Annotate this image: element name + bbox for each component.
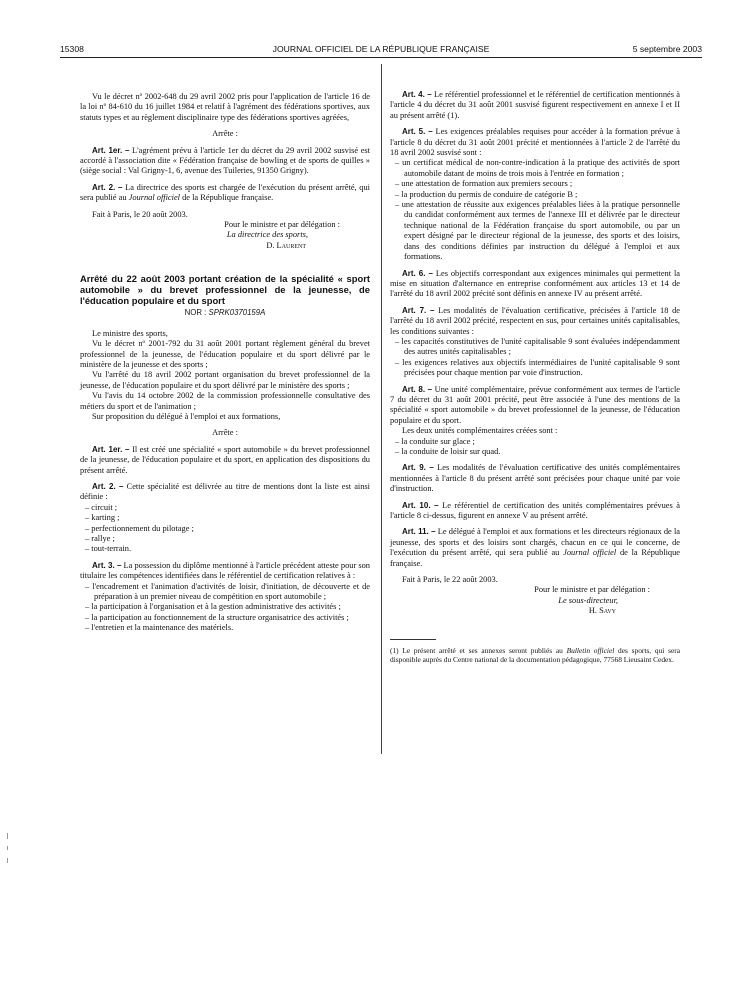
scan-mark — [7, 846, 8, 850]
conditions-list — [390, 337, 680, 379]
article-label: Art. 6. – — [402, 268, 433, 278]
fait-a-paris: Fait à Paris, le 22 août 2003. — [402, 575, 498, 585]
article-1 — [80, 445, 370, 476]
page-number: 15308 — [60, 44, 84, 54]
list-item: – l'entretien et la maintenance des matériels. — [85, 623, 234, 633]
visa: Vu le décret nº 2001-792 du 31 août 2001 portant règlement général du brevet professionnel de la jeunesse, de l'éducation populaire et du sport délivré par le ministère de la jeunesse et des sports ; — [80, 339, 370, 369]
fait-a-paris: Fait à Paris, le 20 août 2003. — [92, 209, 188, 219]
scan-mark — [7, 833, 8, 839]
intro-vu: Vu le décret nº 2002-648 du 29 avril 2002 pris pour l'application de l'article 16 de la loi nº 84-610 du 16 juillet 1984 et relatif à l'agrément des fédérations sportives, aux statuts types et au règlement disciplinaire type des fédérations sportives agréées, — [80, 92, 370, 122]
article-label: Art. 2. – — [92, 182, 123, 192]
list-item: – rallye ; — [85, 534, 115, 543]
arrete-heading: Arrête : — [212, 129, 238, 139]
article-5 — [390, 127, 680, 158]
proposition: Sur proposition du délégué à l'emploi et aux formations, — [92, 411, 281, 421]
signature-title: La directrice des sports, — [226, 230, 308, 240]
article-text: La possession du diplôme mentionné à l'article précédent atteste pour son titulaire les compétences identifiées dans le référentiel de certification relatives à : — [80, 560, 370, 581]
article-label: Art. 1er. – — [92, 444, 130, 454]
list-item: – la participation au fonctionnement de la structure organisatrice des activités ; — [85, 612, 349, 622]
signature-title: Le sous-directeur, — [558, 595, 618, 605]
list-item: – l'encadrement et l'animation d'activités de loisir, d'initiation, de découverte et de préparation à un premier niveau de compétition en sport automobile ; — [85, 581, 370, 602]
right-column — [390, 90, 680, 664]
list-item: – karting ; — [85, 513, 120, 523]
list-item: – la conduite de loisir sur quad. — [395, 447, 501, 456]
list-item: – tout-terrain. — [85, 544, 132, 554]
article-text: de la République française. — [182, 193, 274, 203]
visa: Vu l'avis du 14 octobre 2002 de la commission professionnelle consultative des métiers du sport et de l'animation ; — [80, 391, 370, 411]
article-2 — [80, 183, 370, 204]
article-8-sub: Les deux unités complémentaires créées sont : — [402, 426, 558, 436]
list-item: – la conduite sur glace ; — [395, 436, 475, 446]
journal-title: JOURNAL OFFICIEL DE LA RÉPUBLIQUE FRANÇAISE — [272, 44, 490, 54]
exigences-list — [390, 158, 680, 262]
article-10 — [390, 501, 680, 522]
article-3 — [80, 561, 370, 582]
article-text: Les objectifs correspondant aux exigences minimales qui permettent la mise en situation d'alternance en entreprise conformément aux articles 13 et 14 de l'arrêté du 18 avril 2002 précité sont définis en annexe IV au présent arrêté. — [390, 268, 681, 299]
scan-mark — [7, 858, 8, 863]
nor-reference: NOR : SPRK0370159A — [184, 308, 266, 318]
header-rule — [60, 57, 702, 58]
journal-name: Journal officiel — [128, 193, 181, 203]
unites-list — [390, 437, 680, 458]
article-text: Les modalités de l'évaluation certificative, précisées à l'article 18 de l'arrêté du 18 avril 2002 précité, respectent en sus, pour certaines unités capitalisables, les conditions suivantes : — [390, 305, 680, 336]
article-text: Il est créé une spécialité « sport automobile » du brevet professionnel de la jeunesse, de l'éducation populaire et du sport, en application des dispositions du présent arrêté. — [80, 444, 371, 475]
arrete-title: Arrêté du 22 août 2003 portant création de la spécialité « sport automobile » du brevet professionnel de la jeunesse, de l'éducation populaire et du sport — [80, 273, 370, 307]
left-column — [80, 92, 370, 634]
article-text: Cette spécialité est délivrée au titre de mentions dont la liste est ainsi définie : — [80, 481, 371, 502]
article-label: Art. 4. – — [402, 90, 432, 99]
list-item: – perfectionnement du pilotage ; — [85, 523, 194, 533]
arrete-heading: Arrête : — [212, 428, 238, 438]
journal-name: Journal officiel — [563, 548, 617, 558]
list-item: – la participation à l'organisation et à la gestion administrative des activités ; — [85, 602, 341, 612]
article-label: Art. 7. – — [402, 305, 435, 315]
article-label: Art. 8. – — [402, 384, 433, 394]
article-text: Le référentiel de certification des unités complémentaires prévues à l'article 8 ci-dessus, figurent en annexe V au présent arrêté. — [390, 500, 680, 521]
article-label: Art. 11. – — [402, 527, 436, 537]
list-item: – circuit ; — [85, 502, 118, 512]
article-4 — [390, 90, 680, 121]
article-8 — [390, 385, 680, 427]
signature-name: D. Laurent — [266, 240, 306, 250]
list-item: – les exigences relatives aux objectifs intermédiaires de l'unité capitalisable 9 sont précisées pour chaque mention par voie d'instruction. — [395, 357, 680, 378]
article-label: Art. 9. – — [402, 463, 434, 473]
article-label: Art. 3. – — [92, 560, 122, 570]
competences-list — [80, 582, 370, 634]
list-item: – les capacités constitutives de l'unité capitalisable 9 sont évaluées indépendamment des autres unités capitalisables ; — [395, 336, 680, 357]
footnote: (1) Le présent arrêté et ses annexes seront publiés au Bulletin officiel des sports, qui sera disponible auprès du Centre national de la documentation pédagogique, 77568 Lieusaint Cedex. — [390, 645, 680, 664]
article-text: Le référentiel professionnel et le référentiel de certification mentionnés à l'article 4 du décret du 31 août 2001 susvisé figurent respectivement en annexe I et II au présent arrêté (1). — [390, 90, 681, 120]
list-item: – une attestation de réussite aux exigences préalables liées à la pratique personnelle du candidat conformément aux termes de l'annexe III et délivrée par le directeur technique national de la Fédération française du sport automobile, ou par un expert désigné par le directeur régional de la jeunesse, des sports et des loisirs, dans des conditions définies par instruction du délégué à l'emploi et aux formations. — [395, 200, 680, 262]
footnote-rule — [390, 639, 436, 640]
article-text: Une unité complémentaire, prévue conformément aux termes de l'article 7 du décret du 31 août 2001 précité, peut être associée à l'une des mentions de la spécialité « sport automobile » du brevet professionnel de la jeunesse, de l'éducation populaire et du sport. — [390, 384, 680, 425]
column-separator — [381, 64, 382, 754]
article-11 — [390, 527, 680, 569]
article-6 — [390, 269, 680, 300]
article-label: Art. 10. – — [402, 500, 439, 510]
list-item: – un certificat médical de non-contre-indication à la pratique des activités de sport automobile datant de moins de trois mois à l'entrée en formation ; — [395, 158, 680, 178]
article-2 — [80, 482, 370, 503]
article-label: Art. 1er. – — [92, 145, 130, 155]
article-text: Les modalités de l'évaluation certificative des unités complémentaires mentionnées à l'article 8 du présent arrêté sont précisées pour chaque unité par voie d'instruction. — [390, 463, 681, 494]
ministre: Le ministre des sports, — [92, 328, 168, 338]
issue-date: 5 septembre 2003 — [632, 44, 702, 54]
signature-name: H. Savy — [588, 606, 616, 616]
visa: Vu l'arrêté du 18 avril 2002 portant organisation du brevet professionnel de la jeunesse, de l'éducation populaire et du sport délivré par le ministère des sports ; — [80, 370, 370, 390]
article-text: L'agrément prévu à l'article 1er du décret du 29 avril 2002 susvisé est accordé à l'association dite « Fédération française de bowling et de sports de quilles » (siège social : Val Grigny-1, 6, avenue des Tuileries, 91350 Grigny). — [80, 145, 371, 176]
article-text: Le délégué à l'emploi et aux formations et les directeurs régionaux de la jeunesse, des sports et des loisirs sont chargés, chacun en ce qui le concerne, de l'exécution du présent arrêté, qui sera publié au — [390, 527, 681, 558]
signature-line: Pour le ministre et par délégation : — [534, 585, 650, 595]
article-9 — [390, 463, 680, 494]
list-item: – la production du permis de conduire de catégorie B ; — [395, 189, 578, 199]
article-1 — [80, 146, 370, 177]
article-label: Art. 5. – — [402, 127, 433, 137]
article-text: La directrice des sports est chargée de l'exécution du présent arrêté, qui sera publié au — [80, 182, 371, 203]
article-7 — [390, 306, 680, 337]
list-item: – une attestation de formation aux premiers secours ; — [395, 179, 573, 189]
article-text: Les exigences préalables requises pour accéder à la formation prévue à l'article 8 du décret du 31 août 2001 précité et mentionnées à l'article 2 de l'arrêté du 18 avril 2002 susvisé sont : — [390, 127, 681, 158]
signature-line: Pour le ministre et par délégation : — [224, 220, 340, 230]
article-label: Art. 2. – — [92, 481, 124, 491]
mentions-list — [80, 503, 370, 555]
article-text: de la République française. — [390, 548, 680, 568]
page-header — [60, 44, 702, 58]
